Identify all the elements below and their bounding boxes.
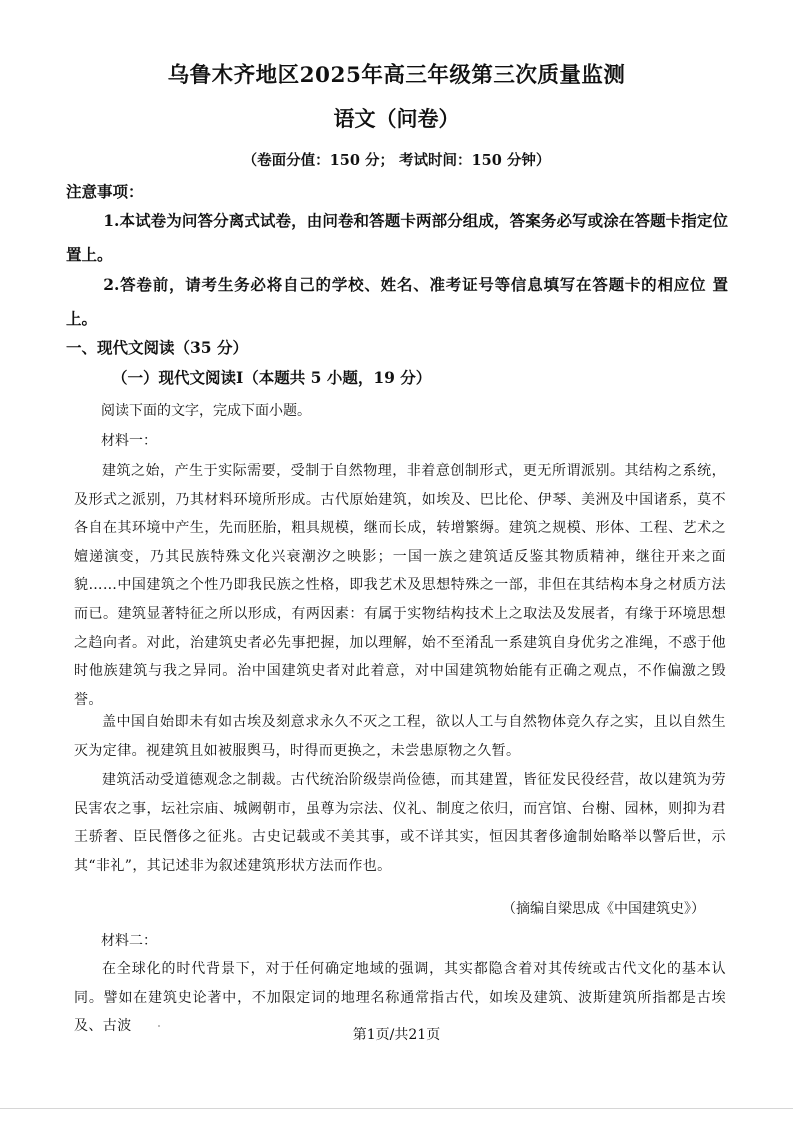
section-heading: 一、现代文阅读（35 分） — [66, 338, 248, 357]
exam-title: 乌鲁木齐地区2025年高三年级第三次质量监测 — [167, 63, 626, 88]
subsection-heading: （一）现代文阅读Ⅰ（本题共 5 小题，19 分） — [112, 368, 432, 387]
page-number: 第1页/共21页 — [352, 1027, 441, 1043]
exam-meta: （卷面分值：150 分； 考试时间：150 分钟） — [242, 152, 551, 169]
notice-item-2: 2.答卷前，请考生务必将自己的学校、姓名、准考证号等信息填写在答题卡的相应位 置上。 — [66, 275, 728, 328]
reading-instruction: 阅读下面的文字，完成下面小题。 — [101, 403, 311, 419]
material-1-label: 材料一： — [101, 433, 157, 449]
notice-item-1: 1.本试卷为问答分离式试卷，由问卷和答题卡两部分组成，答案务必写或涂在答题卡指定位置上。 — [66, 211, 728, 264]
material-1-paragraph-2: 盖中国自始即未有如古埃及刻意求永久不灭之工程，欲以人工与自然物体竞久存之实，且以自然生灭为定律。视建筑且如被服舆马，时得而更换之，未尝患原物之久暂。 — [74, 714, 726, 759]
material-1-paragraph-3: 建筑活动受道德观念之制裁。古代统治阶级崇尚俭德，而其建置，皆征发民役经营，故以建筑为劳民害农之事，坛社宗庙、城阙朝市，虽尊为宗法、仪礼、制度之依归，而宫馆、台榭、园林，则抑为君王骄奢、臣民僭侈之征兆。古史记载或不美其事，或不详其实，恒因其奢侈逾制始略举以警后世，示其“非礼”，其记述非为叙述建筑形状方法而作也。 — [74, 772, 726, 874]
notice-heading: 注意事项： — [66, 182, 144, 201]
material-1-paragraph-1: 建筑之始，产生于实际需要，受制于自然物理，非着意创制形式，更无所谓派别。其结构之系统，及形式之派别，乃其材料环境所形成。古代原始建筑，如埃及、巴比伦、伊琴、美洲及中国诸系，莫不各自在其环境中产生，先而胚胎，粗具规模，继而长成，转增繁缛。建筑之规模、形体、工程、艺术之嬗递演变，乃其民族特殊文化兴衰潮汐之映影；一国一族之建筑适反鉴其物质精神，继往开来之面貌……中国建筑之个性乃即我民族之性格，即我艺术及思想特殊之一部，非但在其结构本身之材质方法而已。建筑显著特征之所以形成，有两因素：有属于实物结构技术上之取法及发展者，有缘于环境思想之趋向者。对此，治建筑史者必先事把握，加以理解，始不至淆乱一系建筑自身优劣之准绳，不惑于他时他族建筑与我之异同。治中国建筑史者对此着意，对中国建筑物始能有正确之观点，不作偏激之毁誉。 — [74, 463, 726, 708]
exam-subtitle: 语文（问卷） — [333, 106, 460, 131]
page-bottom-edge — [0, 1108, 793, 1109]
material-2-label: 材料二： — [101, 933, 157, 949]
material-1-source: （摘编自梁思成《中国建筑史》） — [502, 901, 705, 917]
material-2-paragraph-1: 在全球化的时代背景下，对于任何确定地域的强调，其实都隐含着对其传统或古代文化的基本认同。譬如在建筑史论著中，不加限定词的地理名称通常指古代，如埃及建筑、波斯建筑所指都是古埃及、古波 — [74, 961, 726, 1035]
